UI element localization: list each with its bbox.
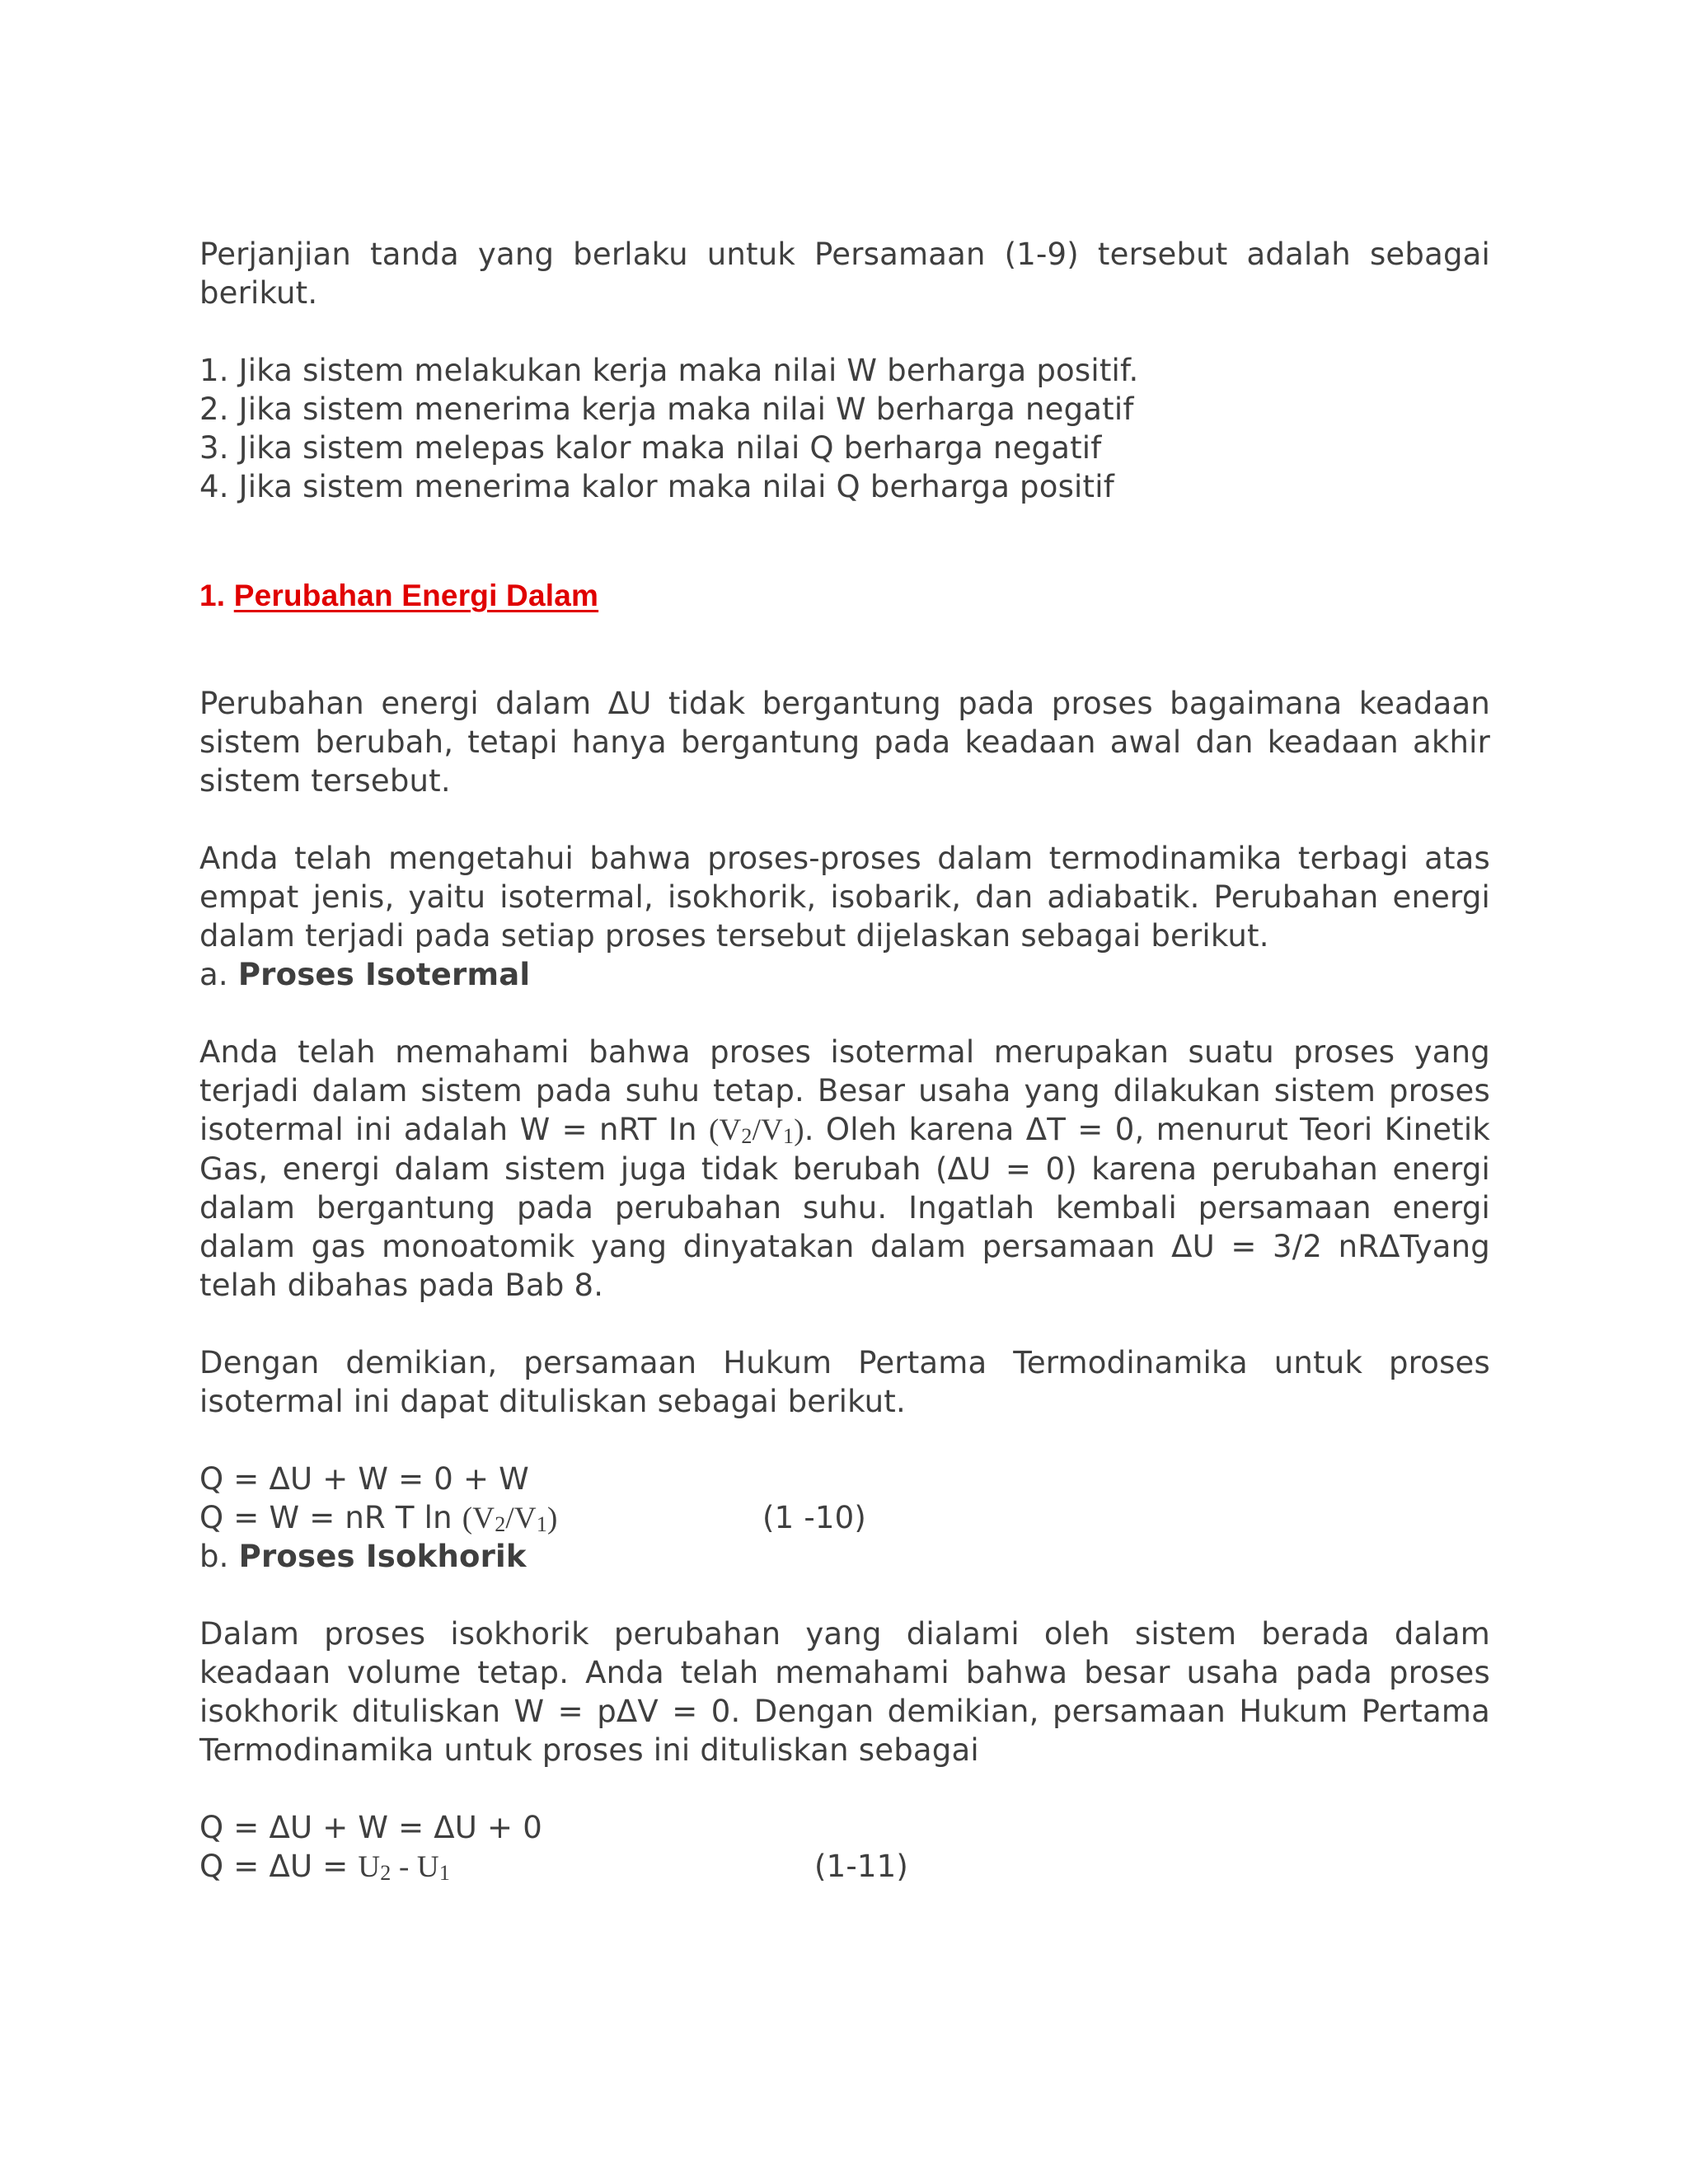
section-number: 1. <box>199 579 226 612</box>
isokhorik-paragraph: Dalam proses isokhorik perubahan yang dialami oleh sistem berada dalam keadaan volume tetap. Anda telah memahami bahwa besar usaha pada proses isokhorik dituliskan W = pΔV = 0. Dengan demikian, persamaan Hukum Pertama Termodinamika untuk proses ini dituliskan sebagai <box>199 1616 1490 1768</box>
isokhorik-heading <box>199 1537 1490 1576</box>
isotermal-text-start: Anda telah memahami bahwa proses isotermal merupakan suatu proses yang terjadi dalam sistem pada suhu tetap. Besar usaha yang dilakukan sistem proses isotermal ini adalah W = nRT In <box>199 1034 1490 1147</box>
isotermal-equation-2-row <box>199 1498 1490 1537</box>
isotermal-text-end: . Oleh karena ΔT = 0, menurut Teori Kinetik Gas, energi dalam sistem juga tidak berubah (ΔU = 0) karena perubahan energi dalam bergantung pada perubahan suhu. Ingatlah kembali persamaan energi dalam gas monoatomik yang dinyatakan dalam persamaan ΔU = 3/2 nRΔTyang telah dibahas pada Bab 8. <box>199 1112 1490 1303</box>
section-title-link[interactable]: Perubahan Energi Dalam <box>233 579 599 612</box>
internal-energy-difference: U2 - U1 <box>358 1850 451 1885</box>
section-heading <box>199 576 1490 615</box>
isotermal-equation-1: Q = ΔU + W = 0 + W <box>199 1461 529 1497</box>
process-types-paragraph: Anda telah mengetahui bahwa proses-proses dalam termodinamika terbagi atas empat jenis, yaitu isotermal, isokhorik, isobarik, dan adiabatik. Perubahan energi dalam terjadi pada setiap proses tersebut dijelaskan sebagai berikut. <box>199 841 1490 954</box>
isokhorik-equation-2-row <box>199 1847 1490 1886</box>
isokhorik-equation-1: Q = ΔU + W = ΔU + 0 <box>199 1810 542 1845</box>
intro-paragraph: Perjanjian tanda yang berlaku untuk Persamaan (1-9) tersebut adalah sebagai berikut. <box>199 237 1490 311</box>
isokhorik-title: Proses Isokhorik <box>238 1539 527 1574</box>
isokhorik-equations <box>199 1808 1490 1886</box>
rule-item-3: 3. Jika sistem melepas kalor maka nilai Q berharga negatif <box>199 430 1102 466</box>
energy-change-paragraph: Perubahan energi dalam ΔU tidak bergantung pada proses bagaimana keadaan sistem berubah, tetapi hanya bergantung pada keadaan awal dan keadaan akhir sistem tersebut. <box>199 686 1490 799</box>
rule-item-2: 2. Jika sistem menerima kerja maka nilai W berharga negatif <box>199 391 1134 427</box>
isotermal-paragraph <box>199 1033 1490 1305</box>
equation-number-1-10: (1 -10) <box>762 1500 867 1535</box>
isotermal-equation-2: Q = W = nR T ln (V2/V1) <box>199 1500 558 1536</box>
volume-ratio: (V2/V1) <box>708 1113 804 1148</box>
isotermal-letter: a. <box>199 957 228 992</box>
isotermal-title: Proses Isotermal <box>237 957 531 992</box>
rule-item-1: 1. Jika sistem melakukan kerja maka nilai W berharga positif. <box>199 353 1139 388</box>
equation-number-1-11: (1-11) <box>814 1849 909 1884</box>
isotermal-conclusion-paragraph: Dengan demikian, persamaan Hukum Pertama Termodinamika untuk proses isotermal ini dapat dituliskan sebagai berikut. <box>199 1345 1490 1419</box>
isotermal-equations <box>199 1460 1490 1537</box>
isokhorik-equation-2: Q = ΔU = U2 - U1 <box>199 1849 451 1885</box>
isokhorik-letter: b. <box>199 1539 229 1574</box>
document-page <box>199 235 1490 1886</box>
sign-rules-list <box>199 351 1490 506</box>
volume-ratio-eq: (V2/V1) <box>462 1502 558 1536</box>
rule-item-4: 4. Jika sistem menerima kalor maka nilai Q berharga positif <box>199 469 1114 504</box>
isotermal-heading <box>199 955 1490 994</box>
